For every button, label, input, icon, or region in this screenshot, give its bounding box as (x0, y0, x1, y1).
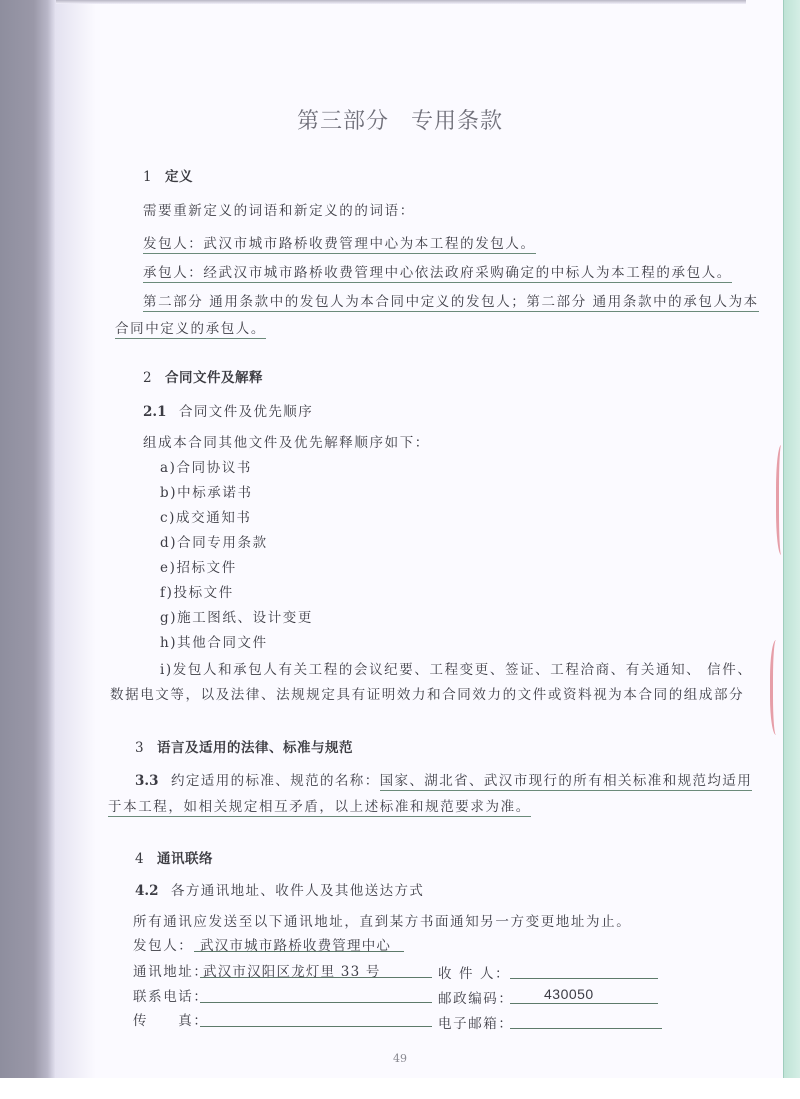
address-label: 通讯地址： (133, 964, 209, 980)
section-heading-text: 合同文件及解释 (165, 370, 263, 386)
postcode-field-underline (510, 1003, 658, 1004)
document-item: a)合同协议书 (160, 460, 253, 476)
standards-value-line-2: 于本工程，如相关规定相互矛盾，以上述标准和规范要求为准。 (108, 799, 531, 815)
recipient-field-underline (510, 978, 658, 979)
postcode-value: 430050 (544, 986, 594, 1002)
subsection-heading-text: 合同文件及优先顺序 (179, 404, 314, 420)
subsection-3-3 (135, 769, 752, 789)
document-item: g)施工图纸、设计变更 (160, 610, 314, 626)
email-field-underline (510, 1028, 662, 1029)
document-item: d)合同专用条款 (160, 535, 268, 551)
subsection-4-2-heading (135, 879, 424, 899)
phone-label: 联系电话： (133, 989, 209, 1005)
employer-definition-text: 发包人：武汉市城市路桥收费管理中心为本工程的发包人。 (143, 236, 536, 252)
address-value: 武汉市汉阳区龙灯里 33 号 (203, 964, 381, 980)
subsection-2-1-heading (143, 400, 313, 420)
page-number: 49 (393, 1052, 407, 1065)
section-2-heading (143, 366, 263, 386)
document-item-i-line-2: 数据电文等，以及法律、法规规定具有证明效力和合同效力的文件或资料视为本合同的组成部分 (110, 687, 745, 703)
document-item-i-line-1: i)发包人和承包人有关工程的会议纪要、工程变更、签证、工程洽商、有关通知、 信件、 (160, 662, 753, 678)
title-part: 第三部分 (296, 109, 389, 134)
definitions-intro: 需要重新定义的词语和新定义的的词语： (143, 203, 415, 219)
phone-field-underline (200, 1002, 432, 1003)
employer-definition (143, 232, 536, 252)
subsection-label: 约定适用的标准、规范的名称： (171, 773, 380, 789)
fax-label: 传 真： (133, 1013, 209, 1029)
document-item: e)招标文件 (160, 560, 237, 576)
section-number: 2 (143, 370, 153, 386)
page-title (0, 104, 800, 135)
title-name: 专用条款 (411, 109, 504, 134)
email-label: 电子邮箱： (438, 1016, 514, 1032)
mapping-text-1: 第二部分 通用条款中的发包人为本合同中定义的发包人；第二部分 通用条款中的承包人为本 (143, 294, 759, 310)
document-item: h)其他合同文件 (160, 635, 268, 651)
employer-label: 发包人： (133, 938, 194, 954)
subsection-number: 2.1 (143, 404, 167, 420)
communication-intro: 所有通讯应发送至以下通讯地址，直到某方书面通知另一方变更地址为止。 (133, 914, 632, 930)
subsection-number: 3.3 (135, 773, 159, 789)
subsection-number: 4.2 (135, 883, 159, 899)
mapping-line-1 (143, 290, 759, 310)
document-item: f)投标文件 (160, 585, 234, 601)
section-4-heading (135, 847, 213, 867)
postcode-label: 邮政编码： (438, 991, 514, 1007)
employer-value: 武汉市城市路桥收费管理中心 (200, 938, 392, 954)
section-heading-text: 语言及适用的法律、标准与规范 (157, 740, 353, 756)
section-heading-text: 通讯联络 (157, 851, 213, 867)
subsection-heading-text: 各方通讯地址、收件人及其他送达方式 (171, 883, 425, 899)
mapping-line-2 (115, 317, 266, 337)
documents-order-intro: 组成本合同其他文件及优先解释顺序如下： (143, 435, 430, 451)
fax-field-underline (200, 1026, 432, 1027)
mapping-text-2: 合同中定义的承包人。 (115, 321, 266, 337)
recipient-label: 收 件 人： (438, 966, 511, 982)
standards-value-line-2-wrap (108, 795, 531, 815)
contractor-definition-text: 承包人：经武汉市城市路桥收费管理中心依法政府采购确定的中标人为本工程的承包人。 (143, 265, 732, 281)
section-number: 1 (143, 169, 153, 185)
document-item: c)成交通知书 (160, 510, 252, 526)
section-number: 4 (135, 851, 145, 867)
document-item: b)中标承诺书 (160, 485, 253, 501)
section-number: 3 (135, 740, 145, 756)
section-3-heading (135, 736, 353, 756)
section-heading-text: 定义 (165, 169, 193, 185)
contractor-definition (143, 261, 732, 281)
section-1-heading (143, 165, 193, 185)
standards-value-line-1: 国家、湖北省、武汉市现行的所有相关标准和规范均适用 (379, 773, 753, 789)
